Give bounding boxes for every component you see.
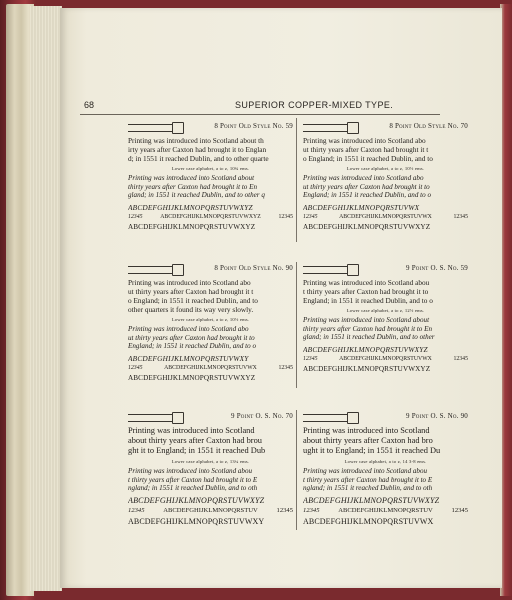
column-divider-bottom bbox=[296, 410, 297, 530]
italic-capitals: ABCDEFGHIJKLMNOPQRSTUVWXY bbox=[128, 353, 249, 363]
italic-capitals: ABCDEFGHIJKLMNOPQRSTUVWXYZ bbox=[128, 202, 253, 212]
roman-capitals: ABCDEFGHIJKLMNOPQRSTUVWXY bbox=[128, 516, 265, 526]
brass-rule-ornament bbox=[128, 414, 184, 422]
italic-sample: Printing was introduced into Scotland abo ut thirty years after Caxton had brought it to England; in 1551 it reached Dublin, and to o bbox=[128, 325, 257, 351]
alphabet-note: Lower case alphabet, a to z, 10½ ems. bbox=[346, 166, 425, 171]
column-divider-middle bbox=[296, 262, 297, 388]
figures-line: 12345 ABCDEFGHIJKLMNOPQRSTUV 12345 bbox=[303, 506, 468, 514]
roman-capitals: ABCDEFGHIJKLMNOPQRSTUVWXYZ bbox=[303, 364, 431, 373]
italic-capitals: ABCDEFGHIJKLMNOPQRSTUVWX bbox=[303, 202, 420, 212]
specimen-heading bbox=[128, 122, 293, 134]
figures-line: 12345 ABCDEFGHIJKLMNOPQRSTUVWXYZ 12345 bbox=[128, 213, 293, 220]
brass-rule-ornament bbox=[128, 124, 184, 132]
italic-capitals: ABCDEFGHIJKLMNOPQRSTUVWXYZ bbox=[303, 495, 440, 505]
figures-line: 12345 ABCDEFGHIJKLMNOPQRSTUV 12345 bbox=[128, 506, 293, 514]
roman-sample: Printing was introduced into Scotland abou t thirty years after Caxton had brought it to England; in 1551 it reached Dublin, and to o bbox=[303, 278, 433, 305]
roman-capitals: ABCDEFGHIJKLMNOPQRSTUVWXYZ bbox=[128, 373, 256, 382]
specimen-style-name: 9 Point O. S. No. 59 bbox=[406, 264, 468, 272]
roman-sample: Printing was introduced into Scotland about thirty years after Caxton had bro ught it to England; in 1551 it reached Du bbox=[303, 426, 441, 455]
roman-sample: Printing was introduced into Scotland abo ut thirty years after Caxton had brought it t o England; in 1551 it reached Dublin, and to bbox=[303, 136, 433, 163]
roman-sample: Printing was introduced into Scotland about th irty years after Caxton had brought it to Englan d; in 1551 it reached Dublin, and to other quarte bbox=[128, 136, 269, 163]
page-title: SUPERIOR COPPER-MIXED TYPE. bbox=[235, 100, 394, 110]
specimen-style-name: 9 Point O. S. No. 90 bbox=[406, 412, 468, 420]
specimen-9pt-os-59 bbox=[303, 264, 468, 373]
header-rule bbox=[80, 114, 440, 115]
specimen-heading bbox=[128, 264, 293, 276]
page-header bbox=[80, 100, 460, 114]
specimen-8pt-os-90 bbox=[128, 264, 293, 382]
specimen-heading bbox=[128, 412, 293, 424]
italic-capitals: ABCDEFGHIJKLMNOPQRSTUVWXYZ bbox=[128, 495, 265, 505]
specimen-8pt-os-70 bbox=[303, 122, 468, 231]
italic-sample: Printing was introduced into Scotland abo ut thirty years after Caxton had brought it to England; in 1551 it reached Dublin, and to o bbox=[303, 174, 432, 200]
italic-sample: Printing was introduced into Scotland abou t thirty years after Caxton had brought it to E ngland; in 1551 it reached Dublin, and to oth bbox=[128, 467, 258, 493]
alphabet-note: Lower case alphabet, a to z, 10¾ ems. bbox=[171, 166, 250, 171]
italic-capitals: ABCDEFGHIJKLMNOPQRSTUVWXYZ bbox=[303, 344, 428, 354]
brass-rule-ornament bbox=[303, 414, 359, 422]
roman-sample: Printing was introduced into Scotland about thirty years after Caxton had brou ght it to England; in 1551 it reached Dub bbox=[128, 426, 266, 455]
roman-sample: Printing was introduced into Scotland abo ut thirty years after Caxton had brought it t o England; in 1551 it reached Dublin, and to other quarters it found its way very slowly. bbox=[128, 278, 258, 314]
alphabet-note: Lower case alphabet, a to z, 14 3-8 ems. bbox=[344, 459, 427, 464]
specimen-style-name: 8 Point Old Style No. 70 bbox=[389, 122, 468, 130]
specimen-style-name: 9 Point O. S. No. 70 bbox=[231, 412, 293, 420]
roman-capitals: ABCDEFGHIJKLMNOPQRSTUVWX bbox=[303, 516, 434, 526]
specimen-8pt-os-59 bbox=[128, 122, 293, 231]
page-number: 68 bbox=[84, 100, 95, 110]
column-divider-top bbox=[296, 118, 297, 242]
page-stack-edge bbox=[30, 6, 62, 591]
italic-sample: Printing was introduced into Scotland about thirty years after Caxton had brought it to En gland; in 1551 it reached Dublin, and to other bbox=[303, 316, 435, 342]
roman-capitals: ABCDEFGHIJKLMNOPQRSTUVWXYZ bbox=[128, 222, 256, 231]
italic-sample: Printing was introduced into Scotland abou t thirty years after Caxton had brought it to E ngland; in 1551 it reached Dublin, and to oth bbox=[303, 467, 433, 493]
specimen-heading bbox=[303, 412, 468, 424]
roman-capitals: ABCDEFGHIJKLMNOPQRSTUVWXYZ bbox=[303, 222, 431, 231]
figures-line: 12345 ABCDEFGHIJKLMNOPQRSTUVWX 12345 bbox=[303, 355, 468, 362]
specimen-9pt-os-70 bbox=[128, 412, 293, 526]
specimen-heading bbox=[303, 122, 468, 134]
specimen-style-name: 8 Point Old Style No. 59 bbox=[214, 122, 293, 130]
italic-sample: Printing was introduced into Scotland about thirty years after Caxton had brought it to En gland; in 1551 it reached Dublin, and to other q bbox=[128, 174, 265, 200]
alphabet-note: Lower case alphabet, a to z, 12½ ems. bbox=[346, 308, 425, 313]
specimen-style-name: 8 Point Old Style No. 90 bbox=[214, 264, 293, 272]
alphabet-note: Lower case alphabet, a to z, 13¼ ems. bbox=[171, 459, 250, 464]
alphabet-note: Lower case alphabet, a to z, 10½ ems. bbox=[171, 317, 250, 322]
brass-rule-ornament bbox=[128, 266, 184, 274]
brass-rule-ornament bbox=[303, 124, 359, 132]
figures-line: 12345 ABCDEFGHIJKLMNOPQRSTUVWX 12345 bbox=[303, 213, 468, 220]
specimen-9pt-os-90 bbox=[303, 412, 468, 526]
brass-rule-ornament bbox=[303, 266, 359, 274]
specimen-heading bbox=[303, 264, 468, 276]
figures-line: 12345 ABCDEFGHIJKLMNOPQRSTUVWX 12345 bbox=[128, 364, 293, 371]
